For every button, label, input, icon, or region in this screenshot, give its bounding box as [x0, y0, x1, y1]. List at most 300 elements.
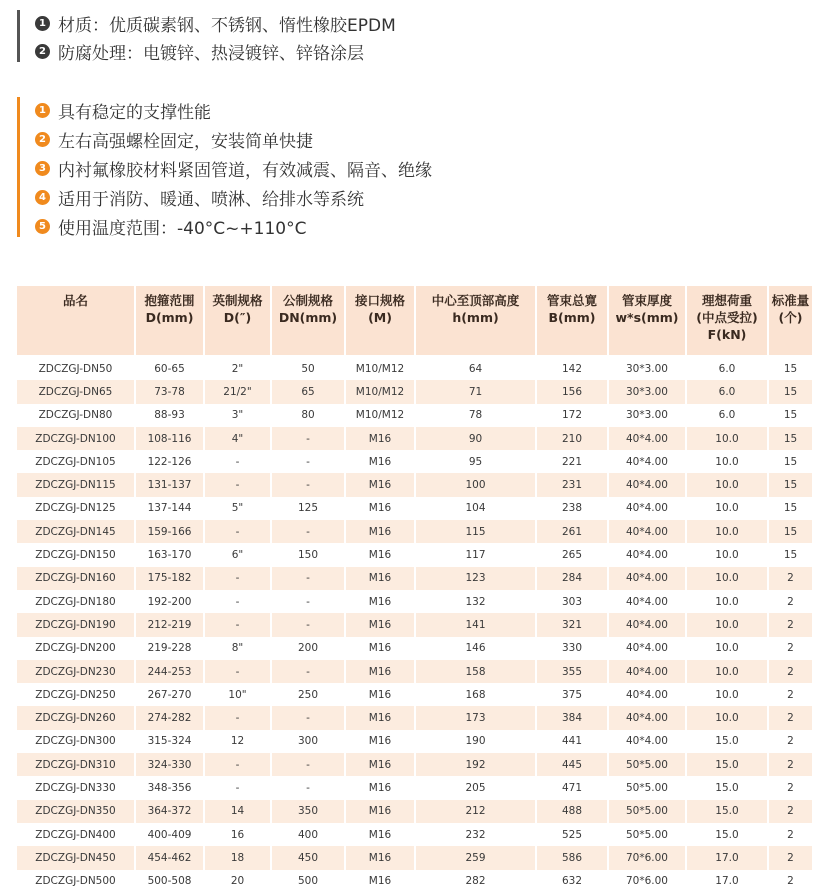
table-cell: 15 [769, 427, 814, 450]
table-row [17, 567, 814, 590]
table-cell: - [205, 473, 272, 496]
table-cell: ZDCZGJ-DN50 [17, 357, 136, 380]
feature-line-2 [35, 126, 313, 152]
header-center-height [416, 286, 537, 355]
table-row [17, 357, 814, 380]
material-text: 材质：优质碳素钢、不锈钢、惰性橡胶EPDM [58, 15, 396, 36]
table-cell: 190 [416, 730, 537, 753]
table-cell: M16 [346, 800, 416, 823]
table-row [17, 776, 814, 799]
table-cell: 5" [205, 497, 272, 520]
table-cell: ZDCZGJ-DN250 [17, 683, 136, 706]
table-cell: 450 [272, 846, 346, 869]
table-cell: ZDCZGJ-DN350 [17, 800, 136, 823]
table-cell: 18 [205, 846, 272, 869]
feature-text: 使用温度范围：-40°C~+110°C [58, 218, 307, 239]
table-cell: - [205, 660, 272, 683]
table-cell: ZDCZGJ-DN150 [17, 543, 136, 566]
table-cell: M16 [346, 450, 416, 473]
header-label: 管束总寛 [546, 293, 597, 308]
table-cell: 192-200 [136, 590, 205, 613]
table-cell: 163-170 [136, 543, 205, 566]
header-label: (M) [368, 310, 392, 325]
table-cell: 70*6.00 [609, 846, 687, 869]
table-cell: 10.0 [687, 450, 769, 473]
table-cell: 586 [537, 846, 609, 869]
table-cell: 10.0 [687, 590, 769, 613]
table-cell: M16 [346, 590, 416, 613]
table-cell: 15 [769, 473, 814, 496]
table-cell: M16 [346, 520, 416, 543]
materials-accent-bar [17, 10, 20, 62]
table-cell: 78 [416, 404, 537, 427]
table-cell: 159-166 [136, 520, 205, 543]
table-cell: 348-356 [136, 776, 205, 799]
table-cell: - [272, 590, 346, 613]
table-cell: 40*4.00 [609, 450, 687, 473]
table-cell: 525 [537, 823, 609, 846]
table-cell: 284 [537, 567, 609, 590]
table-cell: M16 [346, 753, 416, 776]
table-row [17, 404, 814, 427]
table-cell: 2 [769, 753, 814, 776]
table-row [17, 543, 814, 566]
table-cell: ZDCZGJ-DN260 [17, 706, 136, 729]
table-cell: 445 [537, 753, 609, 776]
number-badge-icon: 2 [35, 44, 50, 59]
table-cell: 30*3.00 [609, 380, 687, 403]
table-cell: 60-65 [136, 357, 205, 380]
table-cell: M10/M12 [346, 357, 416, 380]
table-cell: 10.0 [687, 567, 769, 590]
number-badge-icon: 2 [35, 132, 50, 147]
table-cell: 115 [416, 520, 537, 543]
table-cell: 132 [416, 590, 537, 613]
table-cell: M16 [346, 567, 416, 590]
table-cell: 17.0 [687, 846, 769, 869]
table-cell: 15 [769, 404, 814, 427]
header-label: w*s(mm) [615, 310, 679, 325]
table-cell: 3" [205, 404, 272, 427]
table-cell: 50*5.00 [609, 823, 687, 846]
header-label: D(″) [223, 310, 252, 325]
table-cell: 50 [272, 357, 346, 380]
table-cell: 175-182 [136, 567, 205, 590]
table-cell: 40*4.00 [609, 683, 687, 706]
table-cell: - [205, 450, 272, 473]
feature-line-5 [35, 213, 306, 239]
table-cell: 632 [537, 870, 609, 893]
table-row [17, 590, 814, 613]
feature-line-3 [35, 155, 432, 181]
table-cell: ZDCZGJ-DN230 [17, 660, 136, 683]
table-cell: 50*5.00 [609, 800, 687, 823]
table-cell: ZDCZGJ-DN310 [17, 753, 136, 776]
table-cell: ZDCZGJ-DN80 [17, 404, 136, 427]
table-cell: ZDCZGJ-DN115 [17, 473, 136, 496]
table-cell: 238 [537, 497, 609, 520]
table-cell: 2 [769, 800, 814, 823]
table-cell: 125 [272, 497, 346, 520]
table-cell: 40*4.00 [609, 497, 687, 520]
table-cell: 2 [769, 730, 814, 753]
table-cell: 384 [537, 706, 609, 729]
table-cell: - [272, 520, 346, 543]
table-cell: 2 [769, 846, 814, 869]
table-cell: M10/M12 [346, 404, 416, 427]
table-cell: 300 [272, 730, 346, 753]
table-cell: 232 [416, 823, 537, 846]
table-cell: 150 [272, 543, 346, 566]
table-cell: 2 [769, 823, 814, 846]
table-cell: 142 [537, 357, 609, 380]
table-cell: - [272, 660, 346, 683]
table-cell: 2 [769, 870, 814, 893]
table-cell: 12 [205, 730, 272, 753]
table-cell: M16 [346, 706, 416, 729]
table-cell: ZDCZGJ-DN180 [17, 590, 136, 613]
table-cell: 2 [769, 660, 814, 683]
table-cell: - [205, 753, 272, 776]
table-cell: ZDCZGJ-DN450 [17, 846, 136, 869]
header-band-thickness [609, 286, 687, 355]
table-cell: ZDCZGJ-DN330 [17, 776, 136, 799]
table-cell: 282 [416, 870, 537, 893]
table-cell: 158 [416, 660, 537, 683]
table-cell: M16 [346, 543, 416, 566]
header-clamp-range [136, 286, 205, 355]
table-cell: - [205, 590, 272, 613]
table-cell: 141 [416, 613, 537, 636]
table-row [17, 427, 814, 450]
table-cell: 259 [416, 846, 537, 869]
feature-line-4 [35, 184, 364, 210]
table-cell: 137-144 [136, 497, 205, 520]
table-cell: 173 [416, 706, 537, 729]
table-cell: 10.0 [687, 706, 769, 729]
table-cell: M16 [346, 427, 416, 450]
table-cell: M16 [346, 870, 416, 893]
table-cell: 131-137 [136, 473, 205, 496]
header-label: 接口规格 [354, 293, 405, 308]
header-label: B(mm) [548, 310, 596, 325]
table-cell: 6.0 [687, 380, 769, 403]
table-cell: 73-78 [136, 380, 205, 403]
table-cell: 15.0 [687, 753, 769, 776]
table-cell: 15 [769, 543, 814, 566]
material-line-1 [35, 10, 396, 36]
table-cell: 156 [537, 380, 609, 403]
table-cell: 40*4.00 [609, 706, 687, 729]
table-cell: M16 [346, 823, 416, 846]
feature-line-1 [35, 97, 211, 123]
feature-text: 左右高强螺栓固定，安装简单快捷 [58, 131, 313, 152]
table-cell: 14 [205, 800, 272, 823]
material-text: 防腐处理：电镀锌、热浸镀锌、锌铬涂层 [58, 43, 364, 64]
table-cell: ZDCZGJ-DN400 [17, 823, 136, 846]
table-cell: 50*5.00 [609, 753, 687, 776]
table-cell: 40*4.00 [609, 613, 687, 636]
table-cell: ZDCZGJ-DN300 [17, 730, 136, 753]
table-cell: 123 [416, 567, 537, 590]
header-load [687, 286, 769, 355]
table-cell: M16 [346, 637, 416, 660]
table-cell: 315-324 [136, 730, 205, 753]
table-cell: ZDCZGJ-DN65 [17, 380, 136, 403]
header-band-width [537, 286, 609, 355]
table-cell: 10.0 [687, 497, 769, 520]
header-label: 管束厚度 [621, 293, 672, 308]
table-cell: - [272, 450, 346, 473]
table-cell: 15.0 [687, 776, 769, 799]
header-label: 理想荷重 [701, 293, 752, 308]
table-cell: 30*3.00 [609, 357, 687, 380]
table-cell: 6.0 [687, 357, 769, 380]
table-cell: M16 [346, 846, 416, 869]
table-cell: 108-116 [136, 427, 205, 450]
header-thread [346, 286, 416, 355]
table-cell: - [205, 520, 272, 543]
table-cell: 40*4.00 [609, 590, 687, 613]
table-cell: 441 [537, 730, 609, 753]
table-cell: - [272, 706, 346, 729]
table-cell: 104 [416, 497, 537, 520]
table-cell: 40*4.00 [609, 730, 687, 753]
table-cell: 231 [537, 473, 609, 496]
table-cell: 2 [769, 637, 814, 660]
table-cell: M16 [346, 683, 416, 706]
table-cell: ZDCZGJ-DN145 [17, 520, 136, 543]
table-cell: M16 [346, 730, 416, 753]
table-cell: 65 [272, 380, 346, 403]
table-cell: 10.0 [687, 613, 769, 636]
table-cell: 2" [205, 357, 272, 380]
table-cell: - [205, 613, 272, 636]
number-badge-icon: 1 [35, 16, 50, 31]
table-row [17, 380, 814, 403]
table-cell: 40*4.00 [609, 660, 687, 683]
table-cell: 454-462 [136, 846, 205, 869]
table-row [17, 823, 814, 846]
table-cell: 2 [769, 590, 814, 613]
table-cell: 488 [537, 800, 609, 823]
table-row [17, 846, 814, 869]
table-cell: 64 [416, 357, 537, 380]
table-cell: 146 [416, 637, 537, 660]
header-standard-qty [769, 286, 814, 355]
table-cell: 267-270 [136, 683, 205, 706]
table-cell: 16 [205, 823, 272, 846]
table-row [17, 706, 814, 729]
table-cell: 40*4.00 [609, 567, 687, 590]
table-cell: 10.0 [687, 520, 769, 543]
table-cell: ZDCZGJ-DN100 [17, 427, 136, 450]
table-cell: 40*4.00 [609, 543, 687, 566]
table-cell: 324-330 [136, 753, 205, 776]
table-cell: 10.0 [687, 660, 769, 683]
table-cell: 274-282 [136, 706, 205, 729]
table-cell: 219-228 [136, 637, 205, 660]
table-cell: ZDCZGJ-DN500 [17, 870, 136, 893]
table-cell: 330 [537, 637, 609, 660]
table-cell: 210 [537, 427, 609, 450]
table-row [17, 683, 814, 706]
table-cell: 40*4.00 [609, 520, 687, 543]
table-cell: 221 [537, 450, 609, 473]
table-cell: 10.0 [687, 473, 769, 496]
table-cell: - [205, 776, 272, 799]
table-cell: 10.0 [687, 683, 769, 706]
header-label: 英制规格 [212, 293, 263, 308]
table-header-row [17, 286, 814, 355]
table-cell: ZDCZGJ-DN125 [17, 497, 136, 520]
table-cell: 321 [537, 613, 609, 636]
table-cell: 95 [416, 450, 537, 473]
table-cell: 471 [537, 776, 609, 799]
table-cell: 88-93 [136, 404, 205, 427]
table-cell: 205 [416, 776, 537, 799]
table-cell: 50*5.00 [609, 776, 687, 799]
number-badge-icon: 3 [35, 161, 50, 176]
table-cell: - [272, 427, 346, 450]
table-cell: - [272, 473, 346, 496]
header-label: (个) [778, 310, 803, 325]
table-cell: 15.0 [687, 800, 769, 823]
table-row [17, 520, 814, 543]
table-cell: 375 [537, 683, 609, 706]
table-row [17, 613, 814, 636]
table-cell: - [272, 753, 346, 776]
table-cell: 2 [769, 706, 814, 729]
table-cell: M16 [346, 776, 416, 799]
table-cell: 168 [416, 683, 537, 706]
table-row [17, 870, 814, 893]
table-cell: 400-409 [136, 823, 205, 846]
table-cell: M16 [346, 497, 416, 520]
table-cell: 212 [416, 800, 537, 823]
table-cell: M16 [346, 660, 416, 683]
table-cell: 244-253 [136, 660, 205, 683]
table-cell: 172 [537, 404, 609, 427]
table-cell: 250 [272, 683, 346, 706]
header-label: (中点受拉) [696, 310, 758, 325]
table-cell: 364-372 [136, 800, 205, 823]
table-cell: 10.0 [687, 543, 769, 566]
table-cell: 500 [272, 870, 346, 893]
table-cell: 21/2" [205, 380, 272, 403]
table-row [17, 800, 814, 823]
table-cell: 15 [769, 450, 814, 473]
table-cell: 400 [272, 823, 346, 846]
table-cell: 265 [537, 543, 609, 566]
table-cell: - [205, 567, 272, 590]
table-cell: 15 [769, 357, 814, 380]
material-line-2 [35, 38, 364, 64]
header-label: D(mm) [145, 310, 194, 325]
table-cell: ZDCZGJ-DN160 [17, 567, 136, 590]
header-label: 品名 [62, 293, 88, 308]
table-cell: 2 [769, 567, 814, 590]
header-label: F(kN) [707, 327, 747, 342]
feature-text: 具有稳定的支撑性能 [58, 102, 211, 123]
table-cell: 40*4.00 [609, 637, 687, 660]
table-row [17, 450, 814, 473]
table-cell: 100 [416, 473, 537, 496]
table-cell: 30*3.00 [609, 404, 687, 427]
table-cell: 10.0 [687, 427, 769, 450]
table-cell: M10/M12 [346, 380, 416, 403]
table-cell: 122-126 [136, 450, 205, 473]
table-cell: 15.0 [687, 823, 769, 846]
table-cell: 15 [769, 380, 814, 403]
header-label: 中心至顶部高度 [431, 293, 520, 308]
table-cell: 192 [416, 753, 537, 776]
header-imperial [205, 286, 272, 355]
feature-text: 内衬氟橡胶材料紧固管道，有效减震、隔音、绝缘 [58, 160, 432, 181]
table-row [17, 730, 814, 753]
table-cell: 6.0 [687, 404, 769, 427]
table-cell: ZDCZGJ-DN190 [17, 613, 136, 636]
table-cell: 8" [205, 637, 272, 660]
table-cell: ZDCZGJ-DN200 [17, 637, 136, 660]
table-cell: ZDCZGJ-DN105 [17, 450, 136, 473]
header-label: 标准量 [771, 293, 810, 308]
header-name [17, 286, 136, 355]
table-cell: - [272, 613, 346, 636]
table-cell: 71 [416, 380, 537, 403]
feature-text: 适用于消防、暖通、喷淋、给排水等系统 [58, 189, 364, 210]
table-cell: 40*4.00 [609, 473, 687, 496]
table-cell: 80 [272, 404, 346, 427]
table-cell: 303 [537, 590, 609, 613]
table-cell: 17.0 [687, 870, 769, 893]
header-label: h(mm) [452, 310, 499, 325]
table-cell: 70*6.00 [609, 870, 687, 893]
table-cell: 212-219 [136, 613, 205, 636]
table-row [17, 637, 814, 660]
table-cell: 500-508 [136, 870, 205, 893]
table-cell: - [272, 776, 346, 799]
table-cell: M16 [346, 473, 416, 496]
table-cell: 15 [769, 497, 814, 520]
spec-table [17, 286, 814, 893]
table-cell: 10.0 [687, 637, 769, 660]
table-cell: 200 [272, 637, 346, 660]
table-cell: 2 [769, 683, 814, 706]
table-cell: 2 [769, 776, 814, 799]
table-row [17, 753, 814, 776]
table-cell: 90 [416, 427, 537, 450]
table-cell: 117 [416, 543, 537, 566]
table-row [17, 497, 814, 520]
table-body [17, 355, 814, 893]
table-cell: M16 [346, 613, 416, 636]
table-row [17, 473, 814, 496]
table-cell: 261 [537, 520, 609, 543]
table-cell: - [272, 567, 346, 590]
number-badge-icon: 1 [35, 103, 50, 118]
header-metric [272, 286, 346, 355]
table-cell: 355 [537, 660, 609, 683]
number-badge-icon: 5 [35, 219, 50, 234]
table-cell: 4" [205, 427, 272, 450]
header-label: 抱箍范围 [144, 293, 195, 308]
table-cell: - [205, 706, 272, 729]
table-cell: 15.0 [687, 730, 769, 753]
table-row [17, 660, 814, 683]
table-cell: 6" [205, 543, 272, 566]
number-badge-icon: 4 [35, 190, 50, 205]
